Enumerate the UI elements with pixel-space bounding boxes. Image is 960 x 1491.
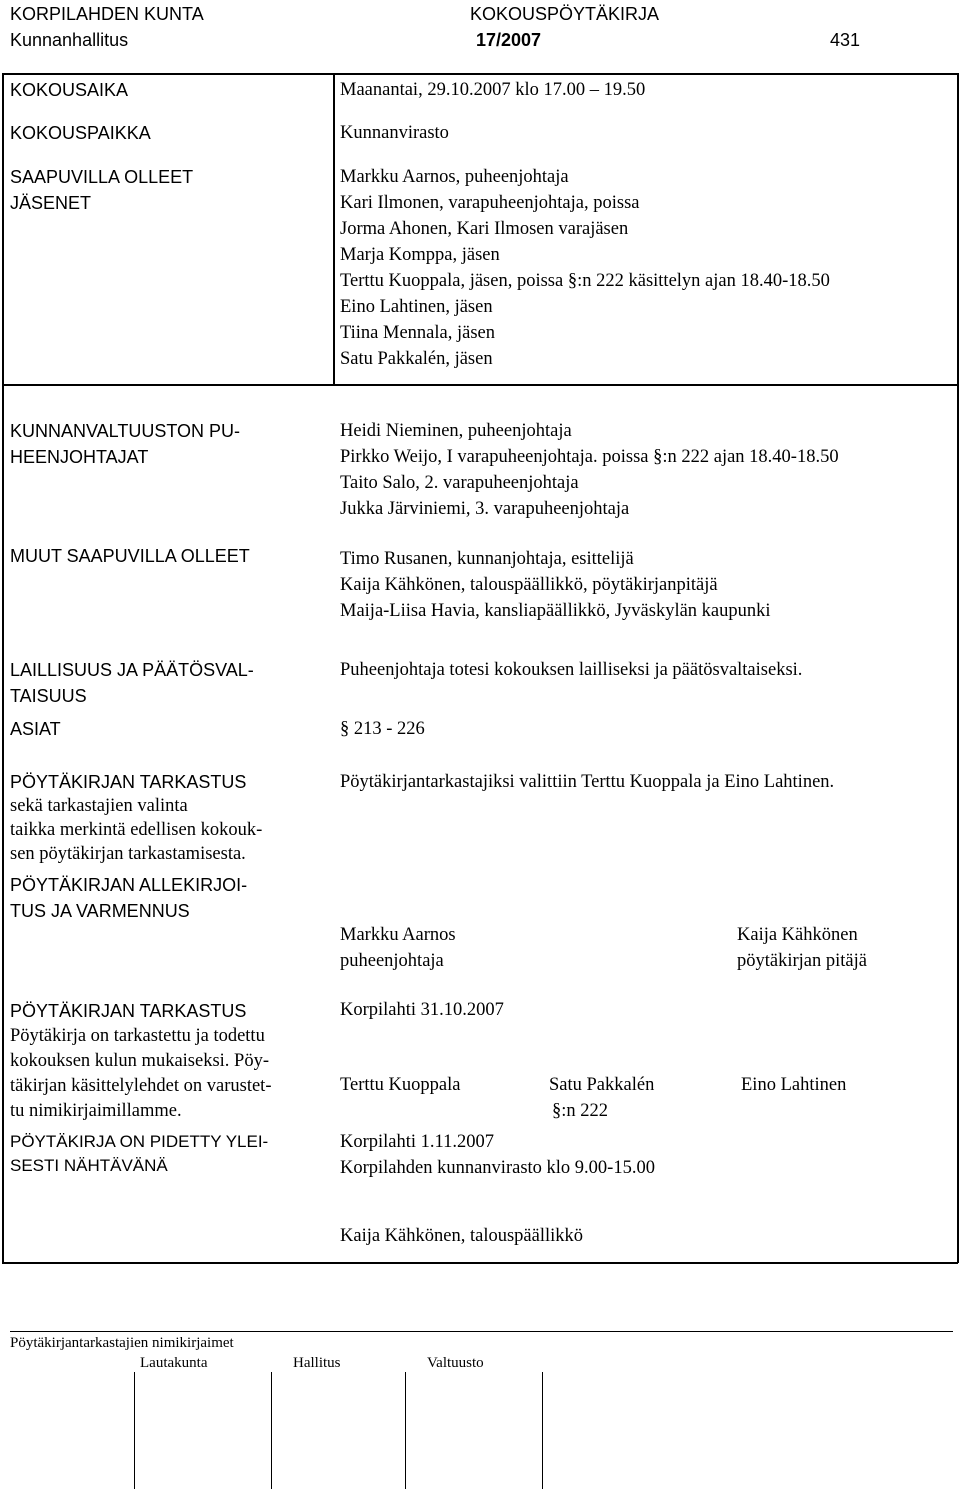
meeting-number: 17/2007 (476, 30, 542, 50)
meeting-time-value: Maanantai, 29.10.2007 klo 17.00 – 19.50 (340, 80, 646, 100)
footer-rule (10, 1331, 953, 1332)
list-item: Taito Salo, 2. varapuheenjohtaja (340, 473, 579, 493)
review-label: PÖYTÄKIRJAN TARKASTUS sekä tarkastajien valinta taikka merkintä edellisen kokouk- sen pöytäkirjan tarkastamisesta. (10, 772, 263, 864)
body-name: Kunnanhallitus (10, 30, 129, 50)
council-chairs-list (340, 418, 839, 522)
checked-place-date: Korpilahti 31.10.2007 (340, 1000, 504, 1020)
initials-col-government: Hallitus (293, 1355, 341, 1371)
table-right-border (957, 73, 959, 1263)
list-item: Markku Aarnos, puheenjohtaja (340, 167, 569, 187)
checker-2: Satu Pakkalén (549, 1075, 655, 1095)
list-item: Eino Lahtinen, jäsen (340, 297, 493, 317)
signing-label: PÖYTÄKIRJAN ALLEKIRJOI- TUS JA VARMENNUS (10, 875, 248, 921)
checked-label: PÖYTÄKIRJAN TARKASTUS Pöytäkirja on tarkastettu ja todettu kokouksen kulun mukaiseksi. Pöy- täkirjan käsittelylehdet on varustet- tu nimikirjaimillamme. (10, 1001, 272, 1121)
others-list (340, 546, 771, 624)
list-item: Kari Ilmonen, varapuheenjohtaja, poissa (340, 193, 640, 213)
initials-divider-3 (405, 1372, 406, 1489)
initials-divider-1 (134, 1372, 135, 1489)
meeting-time-label: KOKOUSAIKA (10, 80, 129, 100)
members-label: SAAPUVILLA OLLEET JÄSENET (10, 167, 194, 213)
public-display-info: Korpilahti 1.11.2007 Korpilahden kunnanvirasto klo 9.00-15.00 (340, 1132, 655, 1178)
list-item: Jukka Järviniemi, 3. varapuheenjohtaja (340, 499, 630, 519)
legality-label: LAILLISUUS JA PÄÄTÖSVAL- TAISUUS (10, 660, 254, 706)
meeting-place-label: KOKOUSPAIKKA (10, 123, 151, 143)
initials-divider-4 (542, 1372, 543, 1489)
others-label: MUUT SAAPUVILLA OLLEET (10, 546, 250, 566)
page-number: 431 (830, 30, 861, 50)
public-display-signer: Kaija Kähkönen, talouspäällikkö (340, 1226, 584, 1246)
checker-2-note: §:n 222 (552, 1101, 609, 1121)
list-item: Pirkko Weijo, I varapuheenjohtaja. poissa §:n 222 ajan 18.40-18.50 (340, 447, 839, 467)
list-item: Kaija Kähkönen, talouspäällikkö, pöytäkirjanpitäjä (340, 575, 718, 595)
municipality-name: KORPILAHDEN KUNTA (10, 4, 204, 24)
initials-divider-2 (271, 1372, 272, 1489)
list-item: Heidi Nieminen, puheenjohtaja (340, 421, 572, 441)
signer-chair: Markku Aarnos puheenjohtaja (340, 925, 456, 971)
list-item: Terttu Kuoppala, jäsen, poissa §:n 222 käsittelyn ajan 18.40-18.50 (340, 271, 830, 291)
review-value: Pöytäkirjantarkastajiksi valittiin Terttu Kuoppala ja Eino Lahtinen. (340, 772, 835, 792)
list-item: Timo Rusanen, kunnanjohtaja, esittelijä (340, 549, 634, 569)
list-item: Maija-Liisa Havia, kansliapäällikkö, Jyväskylän kaupunki (340, 601, 771, 621)
checker-3: Eino Lahtinen (741, 1075, 847, 1095)
signer-secretary: Kaija Kähkönen pöytäkirjan pitäjä (737, 925, 867, 971)
document-type: KOKOUSPÖYTÄKIRJA (470, 4, 660, 24)
public-display-label: PÖYTÄKIRJA ON PIDETTY YLEI- SESTI NÄHTÄVÄNÄ (10, 1132, 269, 1175)
table-left-border (2, 73, 4, 1263)
legality-value: Puheenjohtaja totesi kokouksen lailliseksi ja päätösvaltaiseksi. (340, 660, 803, 680)
row-divider (2, 384, 958, 386)
list-item: Jorma Ahonen, Kari Ilmosen varajäsen (340, 219, 629, 239)
matters-value: § 213 - 226 (340, 719, 425, 739)
matters-label: ASIAT (10, 719, 61, 739)
initials-col-council: Valtuusto (427, 1355, 484, 1371)
meeting-place-value: Kunnanvirasto (340, 123, 449, 143)
initials-col-board: Lautakunta (140, 1355, 208, 1371)
council-chairs-label: KUNNANVALTUUSTON PU- HEENJOHTAJAT (10, 421, 241, 467)
list-item: Marja Komppa, jäsen (340, 245, 500, 265)
checker-1: Terttu Kuoppala (340, 1075, 461, 1095)
table-bottom-border (2, 1262, 958, 1264)
list-item: Satu Pakkalén, jäsen (340, 349, 493, 369)
list-item: Tiina Mennala, jäsen (340, 323, 496, 343)
table-top-border (2, 73, 958, 75)
members-list (340, 164, 830, 372)
column-divider (333, 73, 335, 384)
initials-label: Pöytäkirjantarkastajien nimikirjaimet (10, 1335, 234, 1351)
